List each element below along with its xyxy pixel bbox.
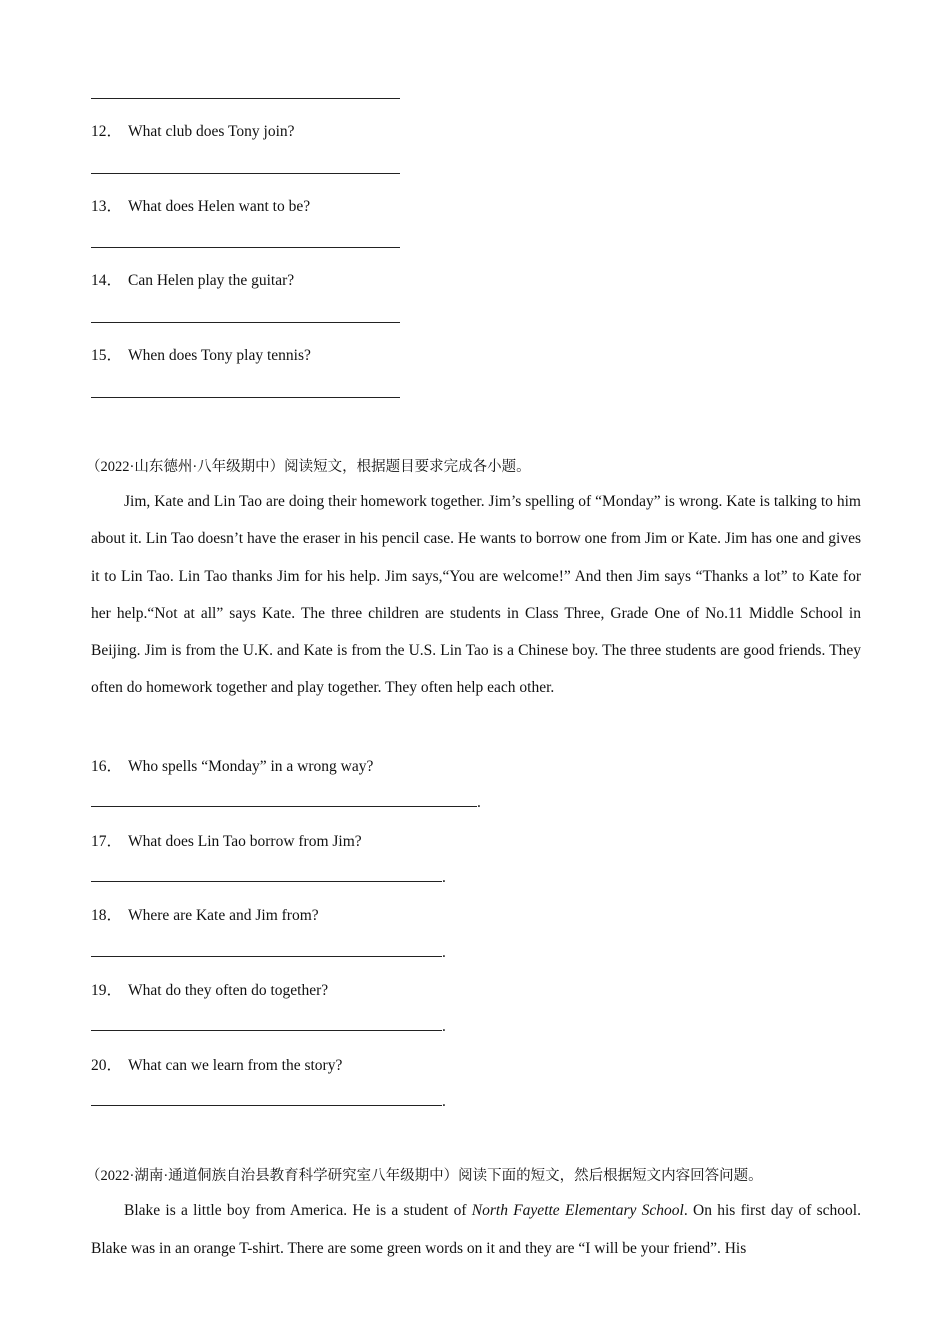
question-number: 17． bbox=[91, 833, 123, 850]
period: . bbox=[442, 869, 446, 886]
answer-line-14[interactable] bbox=[91, 321, 400, 323]
question-17 bbox=[91, 829, 362, 851]
passage-text-part: Blake is a little boy from America. He is a student of bbox=[124, 1202, 472, 1219]
passage-text-part: . On his first day of school. Blake was in an orange T-shirt. There are some green words on it and they are “I will be your friend”. His bbox=[91, 1202, 861, 1257]
question-text: Who spells “Monday” in a wrong way? bbox=[128, 758, 374, 775]
question-13 bbox=[91, 194, 310, 216]
question-14 bbox=[91, 268, 294, 290]
question-text: What club does Tony join? bbox=[128, 123, 295, 140]
section-source-header: （2022·山东德州·八年级期中）阅读短文，根据题目要求完成各小题。 bbox=[86, 459, 531, 475]
answer-line-12[interactable] bbox=[91, 172, 400, 174]
period: . bbox=[442, 1018, 446, 1035]
answer-line-15[interactable] bbox=[91, 396, 400, 398]
school-name: North Fayette Elementary School bbox=[471, 1202, 684, 1219]
question-text: Where are Kate and Jim from? bbox=[128, 907, 319, 924]
reading-passage bbox=[91, 1192, 861, 1267]
question-20 bbox=[91, 1053, 342, 1075]
question-18 bbox=[91, 903, 319, 925]
question-text: Can Helen play the guitar? bbox=[128, 272, 295, 289]
answer-line-19[interactable] bbox=[91, 1016, 446, 1036]
question-number: 15． bbox=[91, 347, 123, 364]
period: . bbox=[442, 1093, 446, 1110]
question-number: 12． bbox=[91, 123, 123, 140]
question-text: What does Lin Tao borrow from Jim? bbox=[128, 833, 362, 850]
answer-line-18[interactable] bbox=[91, 942, 446, 962]
question-16 bbox=[91, 754, 373, 776]
question-number: 16． bbox=[91, 758, 123, 775]
question-text: When does Tony play tennis? bbox=[128, 347, 311, 364]
blank-line[interactable] bbox=[91, 942, 442, 957]
passage-text: Jim, Kate and Lin Tao are doing their homework together. Jim’s spelling of “Monday” is wrong. Kate is talking to him about it. Lin Tao doesn’t have the eraser in his pencil case. He wants to borrow one from Jim or Kate. Jim has one and gives it to Lin Tao. Lin Tao thanks Jim for his help. Jim says,“You are welcome!” And then Jim says “Thanks a lot” to Kate for her help.“Not at all” says Kate. The three children are students in Class Three, Grade One of No.11 Middle School in Beijing. Jim is from the U.K. and Kate is from the U.S. Lin Tao is a Chinese boy. The three students are good friends. They often do homework together and play together. They often help each other. bbox=[91, 493, 861, 697]
passage-text bbox=[91, 1192, 861, 1267]
question-number: 18． bbox=[91, 907, 123, 924]
question-text: What does Helen want to be? bbox=[128, 198, 311, 215]
blank-line[interactable] bbox=[91, 867, 442, 882]
question-number: 14． bbox=[91, 272, 123, 289]
answer-line-16[interactable] bbox=[91, 792, 481, 812]
question-number: 20． bbox=[91, 1057, 123, 1074]
question-15 bbox=[91, 343, 311, 365]
question-number: 13． bbox=[91, 198, 123, 215]
reading-passage bbox=[91, 483, 861, 707]
section-source-header: （2022·湖南·通道侗族自治县教育科学研究室八年级期中）阅读下面的短文，然后根据短文内容回答问题。 bbox=[86, 1168, 763, 1184]
period: . bbox=[477, 794, 481, 811]
answer-line-11[interactable] bbox=[91, 97, 400, 99]
blank-line[interactable] bbox=[91, 1016, 442, 1031]
blank-line[interactable] bbox=[91, 1091, 442, 1106]
question-text: What can we learn from the story? bbox=[128, 1057, 343, 1074]
period: . bbox=[442, 944, 446, 961]
question-number: 19． bbox=[91, 982, 123, 999]
question-19 bbox=[91, 978, 328, 1000]
answer-line-20[interactable] bbox=[91, 1091, 446, 1111]
answer-line-17[interactable] bbox=[91, 867, 446, 887]
question-12 bbox=[91, 119, 295, 141]
blank-line[interactable] bbox=[91, 792, 477, 807]
answer-line-13[interactable] bbox=[91, 246, 400, 248]
question-text: What do they often do together? bbox=[128, 982, 329, 999]
